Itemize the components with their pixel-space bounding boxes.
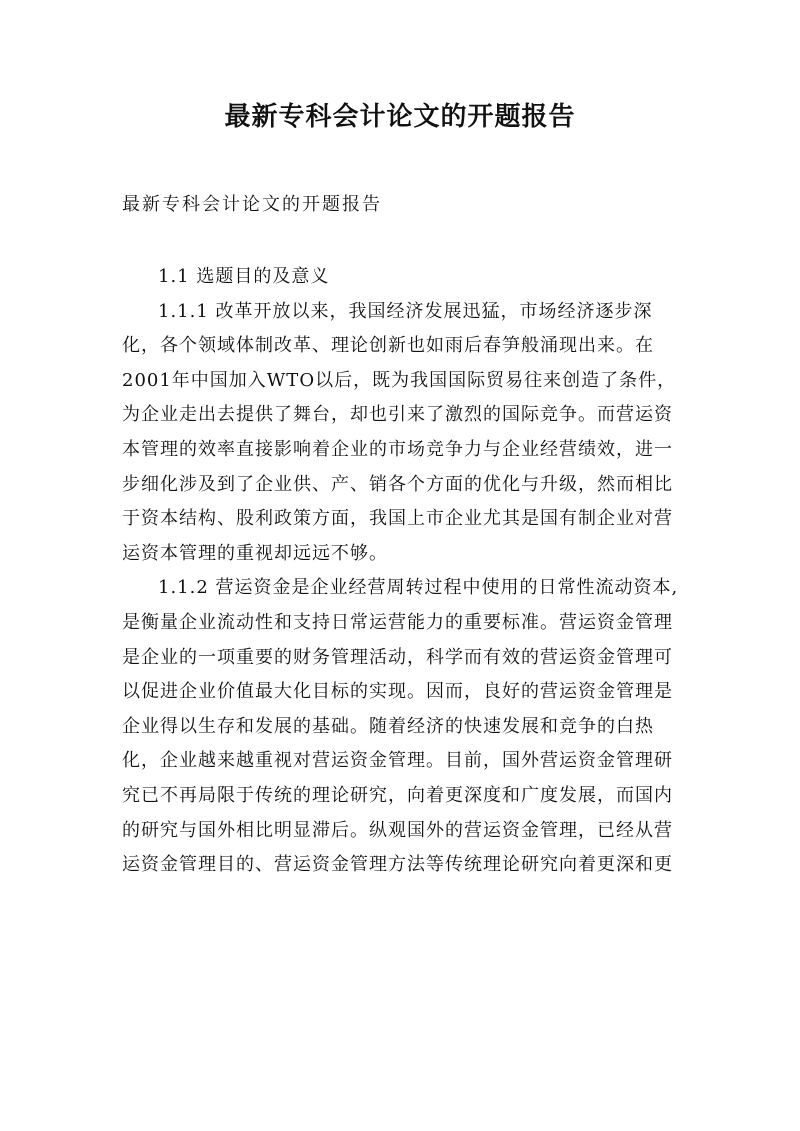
document-title: 最新专科会计论文的开题报告	[224, 102, 576, 132]
paragraph-1-1-1: 1.1.1 改革开放以来，我国经济发展迅猛，市场经济逐步深化，各个领域体制改革、理论创新也如雨后春笋般涌现出来。在2001年中国加入WTO以后，既为我国国际贸易往来创造了条件，为企业走出去提供了舞台，却也引来了激烈的国际竞争。而营运资本管理的效率直接影响着企业的市场竞争力与企业经营绩效，进一步细化涉及到了企业供、产、销各个方面的优化与升级，然而相比于资本结构、股利政策方面，我国上市企业尤其是国有制企业对营运资本管理的重视却远远不够。	[122, 300, 677, 564]
section-heading: 1.1 选题目的及意义	[158, 266, 330, 287]
paragraph-1-1-2: 1.1.2 营运资金是企业经营周转过程中使用的日常性流动资本,是衡量企业流动性和支持日常运营能力的重要标准。营运资金管理是企业的一项重要的财务管理活动，科学而有效的营运资金管理可以促进企业价值最大化目标的实现。因而，良好的营运资金管理是企业得以生存和发展的基础。随着经济的快速发展和竞争的白热化，企业越来越重视对营运资金管理。目前，国外营运资金管理研究已不再局限于传统的理论研究，向着更深度和广度发展，而国内的研究与国外相比明显滞后。纵观国外的营运资金管理，已经从营运资金管理目的、营运资金管理方法等传统理论研究向着更深和更	[122, 577, 679, 876]
document-body	[122, 260, 682, 883]
document-subtitle: 最新专科会计论文的开题报告	[122, 194, 382, 215]
